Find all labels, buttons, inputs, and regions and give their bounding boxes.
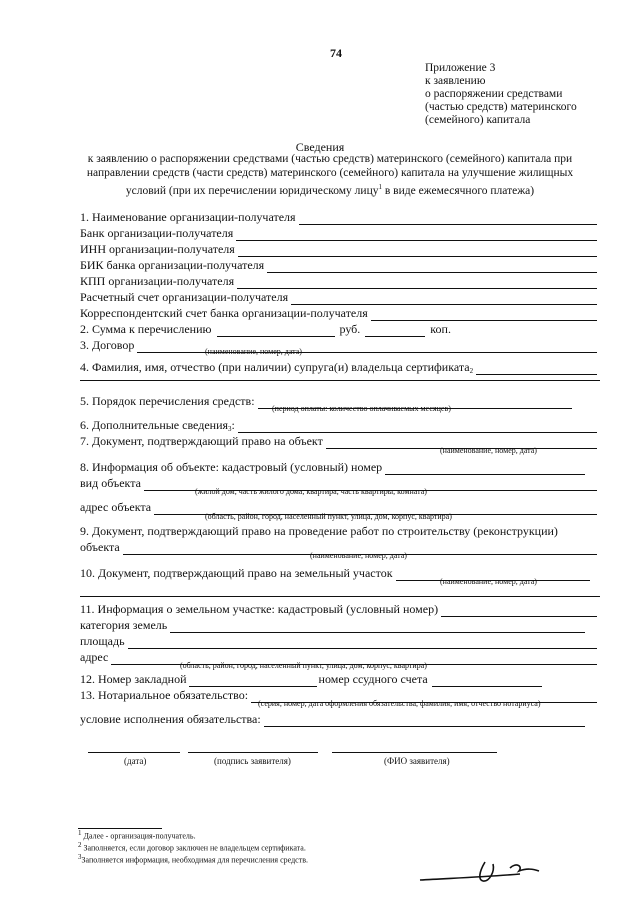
hint-notary-obligation: (серия, номер, дата оформления обязательства, фамилия, имя, отчество нотариуса) (258, 699, 541, 708)
footnote-text: Заполняется, если договор заключен не владельцем сертификата. (81, 843, 306, 853)
footnote-ref: 1 (378, 183, 382, 191)
hint-construction-doc: (наименование, номер, дата) (310, 551, 407, 560)
field-bank[interactable] (80, 226, 597, 241)
field-label: Расчетный счет организации-получателя (80, 290, 289, 304)
field-label: 11. Информация о земельном участке: кадастровый (условный номер) (80, 602, 439, 616)
field-label: вид объекта (80, 476, 141, 490)
input-line[interactable] (236, 230, 597, 241)
hint-contract: (наименование, номер, дата) (205, 347, 302, 356)
field-label: условие исполнения обязательства: (80, 712, 261, 726)
input-line[interactable] (238, 246, 597, 257)
field-label: 5. Порядок перечисления средств: (80, 394, 255, 408)
mortgage-input-line[interactable] (189, 676, 317, 687)
field-construction-doc-label (80, 524, 558, 539)
field-additional-info[interactable] (80, 418, 597, 433)
field-label: 1. Наименование организации-получателя (80, 210, 296, 224)
hint-payment-order: (период оплаты: количество оплачиваемых месяцев) (272, 404, 451, 413)
loan-account-label: номер ссудного счета (318, 672, 428, 686)
appendix-line: (семейного) капитала (425, 114, 531, 126)
footnote-num: 1 (78, 829, 82, 837)
signature-label: (подпись заявителя) (214, 756, 291, 766)
input-line[interactable] (238, 422, 597, 433)
input-line[interactable] (476, 364, 597, 375)
appendix-block (425, 62, 577, 127)
document-subtitle (75, 152, 585, 198)
field-recipient-name[interactable] (80, 210, 597, 225)
field-label: 8. Информация об объекте: кадастровый (условный) номер (80, 460, 383, 474)
appendix-line: (частью средств) материнского (425, 101, 577, 113)
input-line[interactable] (371, 310, 597, 321)
field-label: 12. Номер закладной (80, 672, 187, 686)
field-bik[interactable] (80, 258, 597, 273)
input-line[interactable] (170, 622, 585, 633)
hint-land-right-doc: (наименование, номер, дата) (440, 577, 537, 586)
input-line[interactable] (237, 278, 597, 289)
footnote-3 (78, 853, 308, 865)
field-amount[interactable] (80, 322, 451, 337)
hint-land-address: (область, район, город, населенный пункт, улица, дом, корпус, квартира) (180, 661, 427, 670)
field-label: 13. Нотариальное обязательство: (80, 688, 249, 702)
fio-label: (ФИО заявителя) (384, 756, 450, 766)
field-label: 9. Документ, подтверждающий право на проведение работ по строительству (реконструкции) (80, 524, 558, 538)
field-spouse-name[interactable] (80, 360, 597, 375)
field-land-area[interactable] (80, 634, 597, 649)
appendix-line: к заявлению (425, 75, 486, 87)
input-line[interactable] (299, 214, 597, 225)
field-label: адрес (80, 650, 109, 664)
field-label: Банк организации-получателя (80, 226, 234, 240)
loan-account-input-line[interactable] (432, 676, 542, 687)
field-label: КПП организации-получателя (80, 274, 235, 288)
footnote-ref: 2 (469, 367, 474, 375)
signature-input-line[interactable] (188, 752, 318, 753)
field-label: 2. Сумма к перечислению (80, 322, 212, 336)
field-label: 7. Документ, подтверждающий право на объект (80, 434, 323, 448)
hint-object-right-doc: (наименование, номер, дата) (440, 446, 537, 455)
hint-object-kind: (жилой дом, часть жилого дома, квартира, часть квартиры, комната) (195, 487, 427, 496)
page-number: 74 (330, 46, 342, 60)
field-cadastral-number[interactable] (80, 460, 585, 475)
date-input-line[interactable] (88, 752, 180, 753)
appendix-line: Приложение 3 (425, 62, 496, 74)
input-line[interactable] (267, 262, 597, 273)
input-line[interactable] (291, 294, 597, 305)
field-kpp[interactable] (80, 274, 597, 289)
field-inn[interactable] (80, 242, 597, 257)
kop-label: коп. (430, 322, 451, 336)
input-line[interactable] (385, 464, 585, 475)
field-label: адрес объекта (80, 500, 152, 514)
colon: : (231, 418, 235, 432)
field-label: 10. Документ, подтверждающий право на земельный участок (80, 566, 393, 580)
field-contract[interactable] (80, 338, 597, 353)
field-obligation-condition[interactable] (80, 712, 585, 727)
footnote-1 (78, 829, 196, 841)
input-line[interactable] (441, 606, 597, 617)
rub-label: руб. (339, 322, 361, 336)
date-label: (дата) (124, 756, 147, 766)
field-label: 6. Дополнительные сведения (80, 418, 229, 432)
footnote-num: 2 (78, 841, 82, 849)
handwritten-signature (415, 850, 565, 890)
field-label: категория земель (80, 618, 168, 632)
field-label: площадь (80, 634, 125, 648)
document-title: Сведения (295, 140, 345, 154)
rub-input-line[interactable] (217, 326, 335, 337)
hint-object-address: (область, район, город, населенный пункт, улица, дом, корпус, квартира) (205, 512, 452, 521)
field-corr-account[interactable] (80, 306, 597, 321)
field-label: БИК банка организации-получателя (80, 258, 265, 272)
footnote-2 (78, 841, 306, 853)
footnote-text: Заполняется информация, необходимая для перечисления средств. (81, 855, 308, 865)
input-line-continuation[interactable] (80, 596, 600, 597)
appendix-line: о распоряжении средствами (425, 88, 563, 100)
footnote-text: Далее - организация-получатель. (81, 831, 196, 841)
kop-input-line[interactable] (365, 326, 425, 337)
input-line[interactable] (264, 716, 585, 727)
field-land-category[interactable] (80, 618, 585, 633)
field-label: Корреспондентский счет банка организации-получателя (80, 306, 368, 320)
footnote-num: 3 (78, 853, 82, 861)
input-line-continuation[interactable] (80, 380, 600, 381)
subtitle-text: к заявлению о распоряжении средствами (частью средств) материнского (семейного) капитала при направлении средств (части средств) материнского (семейного) капитала на улучшение жилищных условий (при их перечислении юридическому лицу (86, 153, 574, 197)
footnote-ref: 3 (228, 425, 232, 433)
subtitle-end: в виде ежемесячного платежа) (381, 184, 535, 197)
field-label: 4. Фамилия, имя, отчество (при наличии) супруга(и) владельца сертификата (80, 360, 470, 374)
field-label: объекта (80, 540, 120, 554)
field-account[interactable] (80, 290, 597, 305)
field-label: 3. Договор (80, 338, 135, 352)
fio-input-line[interactable] (332, 752, 497, 753)
field-land-cadastral[interactable] (80, 602, 597, 617)
input-line[interactable] (128, 638, 597, 649)
field-label: ИНН организации-получателя (80, 242, 235, 256)
field-mortgage[interactable] (80, 672, 542, 687)
